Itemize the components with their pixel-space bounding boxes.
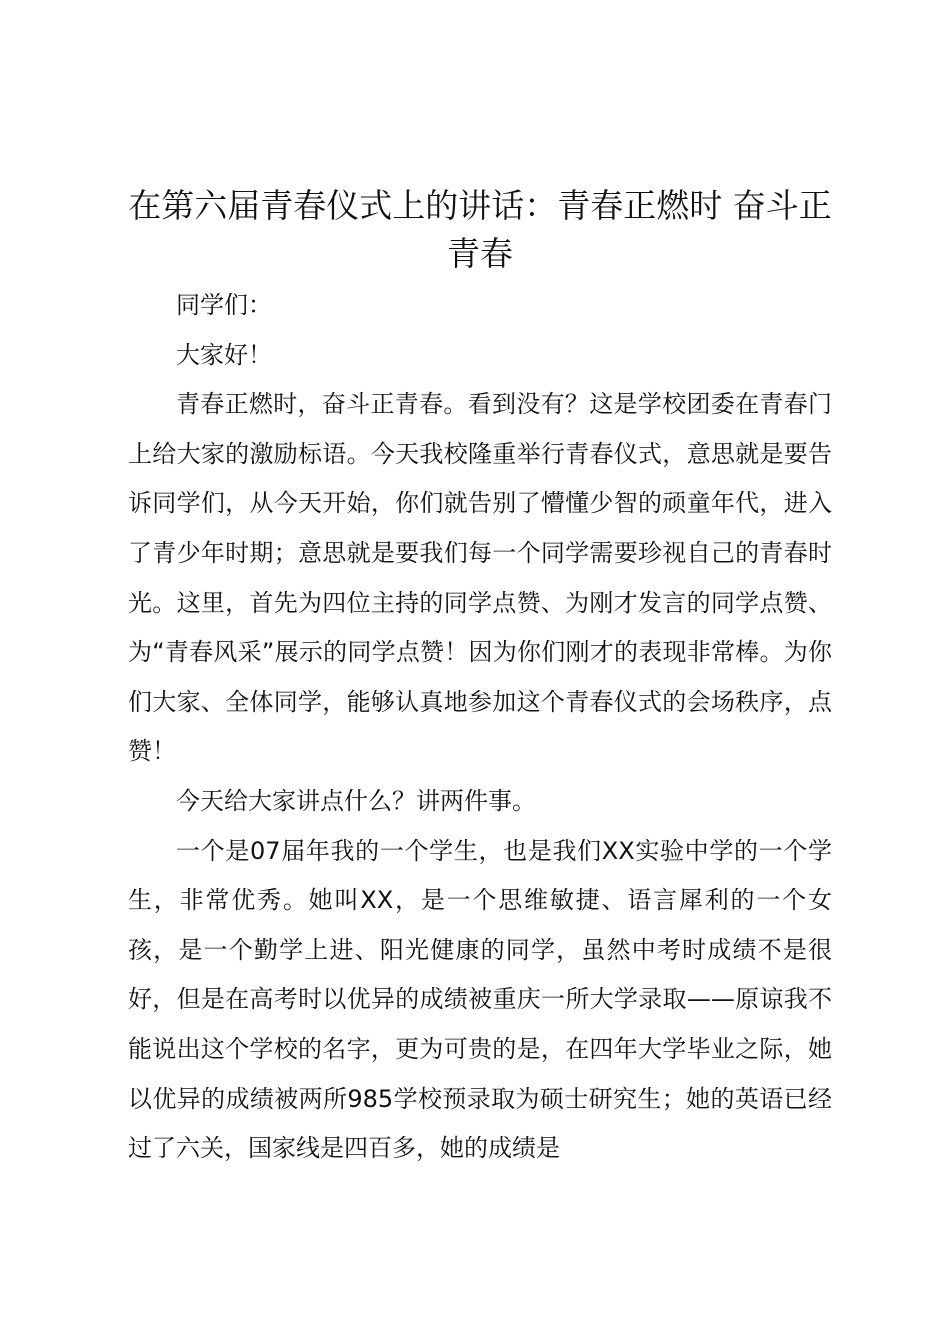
salutation-paragraph: 同学们： — [176, 291, 272, 319]
document-body — [128, 281, 832, 1174]
body-paragraph: 青春正燃时，奋斗正青春。看到没有？这是学校团委在青春门上给大家的激励标语。今天我校隆重举行青春仪式，意思就是要告诉同学们，从今天开始，你们就告别了懵懂少智的顽童年代，进入了青少年时期；意思就是要我们每一个同学需要珍视自己的青春时光。这里，首先为四位主持的同学点赞、为刚才发言的同学点赞、为“青春风采”展示的同学点赞！因为你们刚才的表现非常棒。为你们大家、全体同学，能够认真地参加这个青春仪式的会场秩序，点赞！ — [128, 390, 832, 766]
body-paragraph: 一个是07届年我的一个学生，也是我们XX实验中学的一个学生，非常优秀。她叫XX，是一个思维敏捷、语言犀利的一个女孩，是一个勤学上进、阳光健康的同学，虽然中考时成绩不是很好，但是在高考时以优异的成绩被重庆一所大学录取——原谅我不能说出这个学校的名字，更为可贵的是，在四年大学毕业之际，她以优异的成绩被两所985学校预录取为硕士研究生；她的英语已经过了六关，国家线是四百多，她的成绩是 — [128, 836, 832, 1163]
greeting-paragraph: 大家好！ — [176, 340, 272, 369]
body-paragraph: 今天给大家讲点什么？讲两件事。 — [176, 786, 536, 815]
document-title: 在第六届青春仪式上的讲话：青春正燃时 奋斗正青春 — [128, 186, 832, 273]
